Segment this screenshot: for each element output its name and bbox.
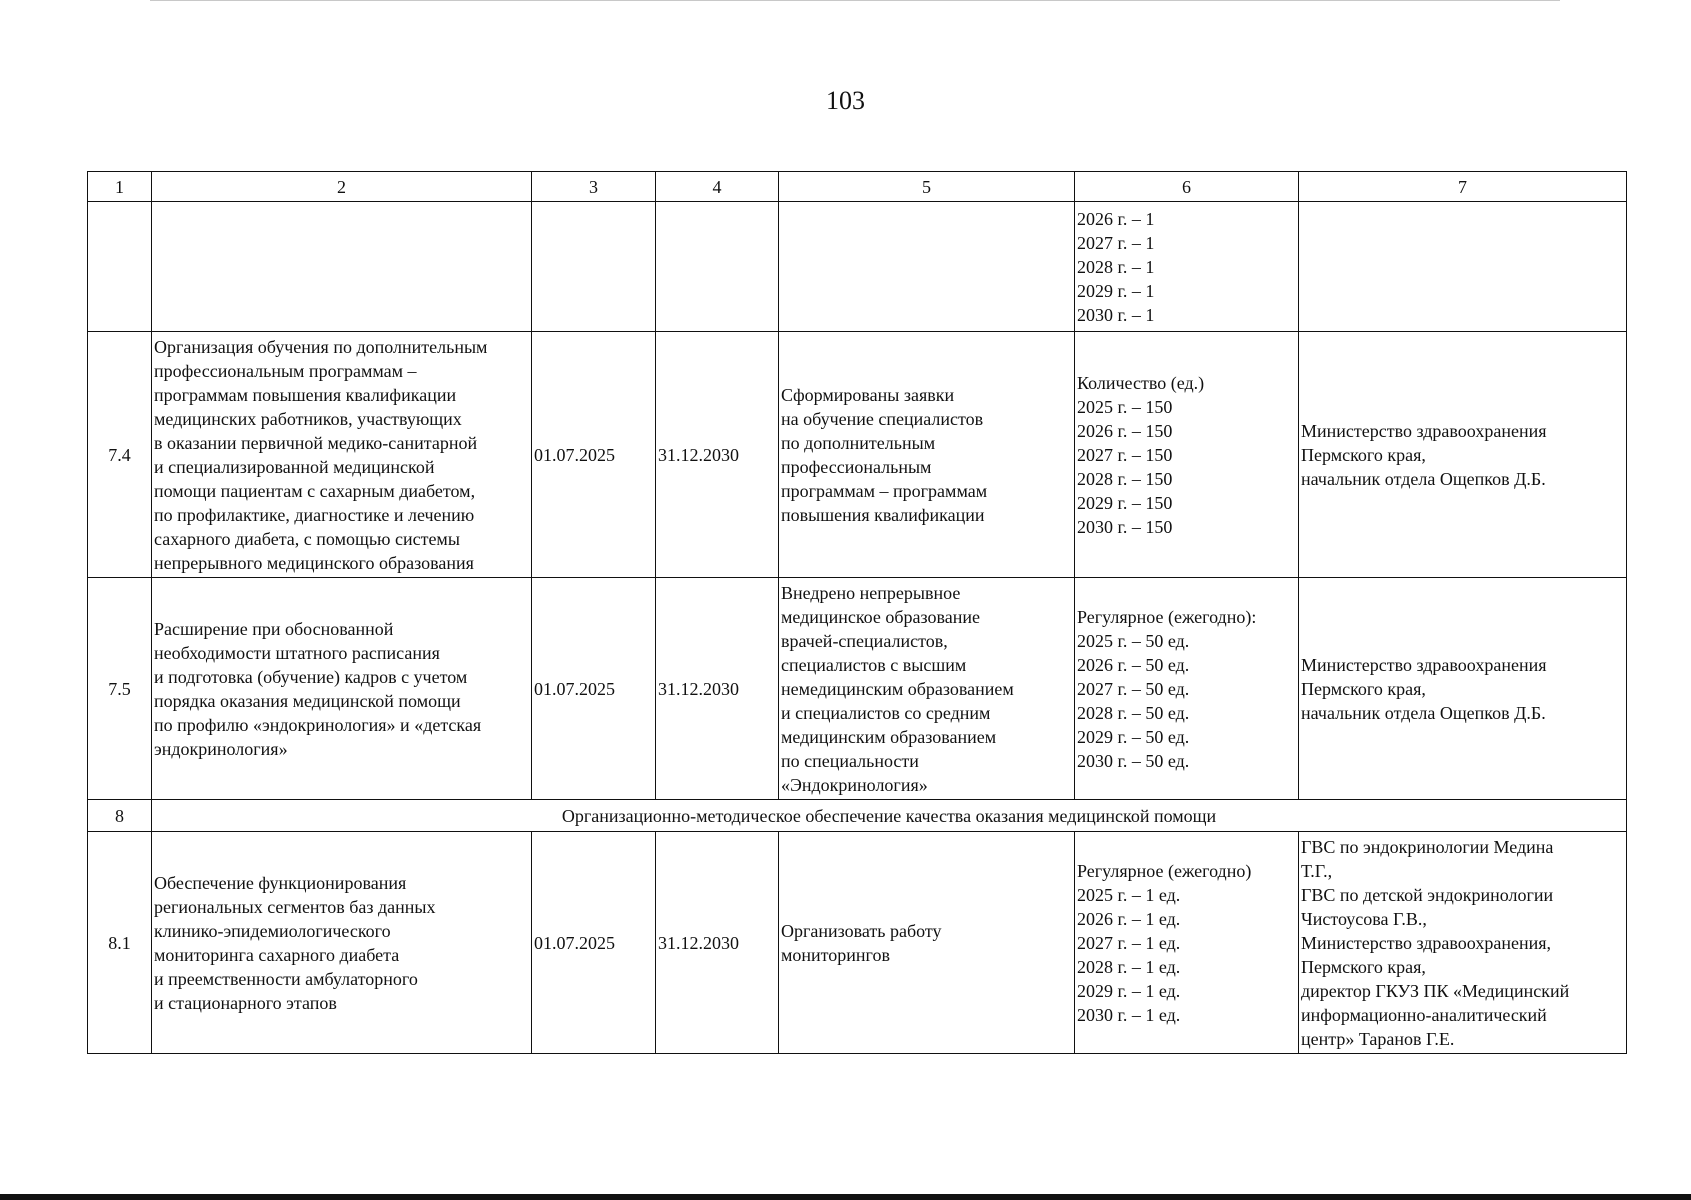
indicator-cell	[1075, 578, 1299, 800]
indicator-line: 2029 г. – 150	[1077, 492, 1173, 513]
result-line: по специальности	[781, 750, 919, 771]
activity-line: мониторинга сахарного диабета	[154, 944, 400, 965]
indicator-line: 2026 г. – 150	[1077, 420, 1173, 441]
activity-cell	[152, 832, 532, 1054]
header-cell: 3	[532, 172, 656, 202]
responsible-cell	[1299, 832, 1627, 1054]
end-date-cell: 31.12.2030	[656, 578, 779, 800]
activity-line: и подготовка (обучение) кадров с учетом	[154, 666, 468, 687]
responsible-line: Министерство здравоохранения,	[1301, 932, 1551, 953]
activity-line: по профилю «эндокринология» и «детская	[154, 714, 482, 735]
indicator-line: 2025 г. – 1 ед.	[1077, 884, 1181, 905]
indicator-line: 2025 г. – 50 ед.	[1077, 630, 1190, 651]
header-cell: 6	[1075, 172, 1299, 202]
section-number-cell: 8	[88, 800, 152, 832]
activity-line: непрерывного медицинского образования	[154, 552, 474, 573]
start-date-cell	[532, 202, 656, 332]
result-line: специалистов с высшим	[781, 654, 967, 675]
activity-line: программам повышения квалификации	[154, 384, 457, 405]
indicator-line: 2026 г. – 1 ед.	[1077, 908, 1181, 929]
responsible-line: начальник отдела Ощепков Д.Б.	[1301, 702, 1546, 723]
end-date-cell: 31.12.2030	[656, 332, 779, 578]
responsible-cell	[1299, 578, 1627, 800]
result-line: Внедрено непрерывное	[781, 582, 961, 603]
header-cell: 1	[88, 172, 152, 202]
responsible-line: Министерство здравоохранения	[1301, 654, 1547, 675]
result-line: Сформированы заявки	[781, 384, 955, 405]
indicator-line: 2027 г. – 1 ед.	[1077, 932, 1181, 953]
responsible-line: Министерство здравоохранения	[1301, 420, 1547, 441]
activity-line: клинико-эпидемиологического	[154, 920, 391, 941]
result-cell	[779, 832, 1075, 1054]
indicator-line: 2029 г. – 50 ед.	[1077, 726, 1190, 747]
responsible-line: директор ГКУЗ ПК «Медицинский	[1301, 980, 1570, 1001]
header-row	[88, 172, 1627, 202]
indicator-line: 2025 г. – 150	[1077, 396, 1173, 417]
section-row	[88, 800, 1627, 832]
result-line: и специалистов со средним	[781, 702, 991, 723]
result-line: профессиональным	[781, 456, 932, 477]
activity-line: профессиональным программам –	[154, 360, 417, 381]
responsible-line: Пермского края,	[1301, 678, 1426, 699]
activity-line: и специализированной медицинской	[154, 456, 435, 477]
page-number: 103	[826, 86, 865, 115]
row-number-cell: 8.1	[88, 832, 152, 1054]
indicator-line: Регулярное (ежегодно)	[1077, 860, 1252, 881]
result-cell	[779, 202, 1075, 332]
indicator-line: 2029 г. – 1	[1077, 281, 1155, 301]
responsible-line: центр» Таранов Г.Е.	[1301, 1028, 1455, 1049]
result-cell	[779, 332, 1075, 578]
indicator-line: 2028 г. – 1	[1077, 257, 1155, 277]
activity-line: сахарного диабета, с помощью системы	[154, 528, 460, 549]
responsible-line: ГВС по эндокринологии Медина	[1301, 836, 1554, 857]
header-cell: 7	[1299, 172, 1627, 202]
indicator-cell	[1075, 832, 1299, 1054]
indicator-line: 2027 г. – 150	[1077, 444, 1173, 465]
header-cell: 2	[152, 172, 532, 202]
start-date-cell: 01.07.2025	[532, 578, 656, 800]
header-cell: 5	[779, 172, 1075, 202]
table-row	[88, 578, 1627, 800]
start-date-cell: 01.07.2025	[532, 332, 656, 578]
activity-cell	[152, 202, 532, 332]
indicator-line: 2027 г. – 50 ед.	[1077, 678, 1190, 699]
result-line: мониторингов	[781, 944, 890, 965]
result-line: немедицинским образованием	[781, 678, 1014, 699]
indicator-cell	[1075, 202, 1299, 332]
activity-line: Расширение при обоснованной	[154, 618, 394, 639]
indicator-line: 2029 г. – 1 ед.	[1077, 980, 1181, 1001]
activity-line: эндокринология»	[154, 738, 288, 759]
result-line: программам – программам	[781, 480, 988, 501]
result-line: на обучение специалистов	[781, 408, 984, 429]
responsible-line: ГВС по детской эндокринологии	[1301, 884, 1554, 905]
responsible-line: начальник отдела Ощепков Д.Б.	[1301, 468, 1546, 489]
end-date-cell: 31.12.2030	[656, 832, 779, 1054]
result-line: по дополнительным	[781, 432, 936, 453]
indicator-line: 2028 г. – 50 ед.	[1077, 702, 1190, 723]
activity-line: по профилактике, диагностике и лечению	[154, 504, 475, 525]
table-row	[88, 332, 1627, 578]
responsible-cell	[1299, 202, 1627, 332]
end-date-cell	[656, 202, 779, 332]
header-cell: 4	[656, 172, 779, 202]
responsible-line: Т.Г.,	[1301, 860, 1333, 881]
result-line: повышения квалификации	[781, 504, 985, 525]
indicator-line: 2027 г. – 1	[1077, 233, 1155, 253]
activity-line: медицинских работников, участвующих	[154, 408, 462, 429]
indicator-cell	[1075, 332, 1299, 578]
scan-edge-line	[150, 0, 1560, 1]
scan-edge-bar	[0, 1194, 1691, 1200]
activity-line: в оказании первичной медико-санитарной	[154, 432, 478, 453]
result-line: Организовать работу	[781, 920, 942, 941]
activity-line: Обеспечение функционирования	[154, 872, 407, 893]
responsible-line: Пермского края,	[1301, 444, 1426, 465]
result-cell	[779, 578, 1075, 800]
activity-line: помощи пациентам с сахарным диабетом,	[154, 480, 476, 501]
activity-line: и стационарного этапов	[154, 992, 337, 1013]
result-line: медицинским образованием	[781, 726, 997, 747]
indicator-line: 2030 г. – 50 ед.	[1077, 750, 1190, 771]
activity-cell	[152, 332, 532, 578]
indicator-line: 2028 г. – 1 ед.	[1077, 956, 1181, 977]
result-line: медицинское образование	[781, 606, 981, 627]
start-date-cell: 01.07.2025	[532, 832, 656, 1054]
indicator-line: 2026 г. – 50 ед.	[1077, 654, 1190, 675]
indicator-line: 2030 г. – 150	[1077, 516, 1173, 537]
table-row	[88, 832, 1627, 1054]
indicator-line: 2026 г. – 1	[1077, 209, 1155, 229]
section-title-cell: Организационно-методическое обеспечение качества оказания медицинской помощи	[152, 800, 1627, 832]
indicator-line: 2030 г. – 1 ед.	[1077, 1004, 1181, 1025]
activity-cell	[152, 578, 532, 800]
indicator-line: 2028 г. – 150	[1077, 468, 1173, 489]
responsible-line: информационно-аналитический	[1301, 1004, 1547, 1025]
activity-line: Организация обучения по дополнительным	[154, 336, 488, 357]
responsible-cell	[1299, 332, 1627, 578]
activity-line: и преемственности амбулаторного	[154, 968, 418, 989]
row-number-cell: 7.4	[88, 332, 152, 578]
plan-table	[87, 171, 1627, 1054]
indicator-line: Количество (ед.)	[1077, 372, 1205, 393]
activity-line: необходимости штатного расписания	[154, 642, 440, 663]
activity-line: порядка оказания медицинской помощи	[154, 690, 461, 711]
indicator-line: 2030 г. – 1	[1077, 305, 1155, 325]
activity-line: региональных сегментов баз данных	[154, 896, 436, 917]
responsible-line: Пермского края,	[1301, 956, 1426, 977]
result-line: врачей-специалистов,	[781, 630, 948, 651]
result-line: «Эндокринология»	[781, 774, 928, 795]
row-number-cell	[88, 202, 152, 332]
table-row	[88, 202, 1627, 332]
row-number-cell: 7.5	[88, 578, 152, 800]
indicator-line: Регулярное (ежегодно):	[1077, 606, 1257, 627]
responsible-line: Чистоусова Г.В.,	[1301, 908, 1427, 929]
